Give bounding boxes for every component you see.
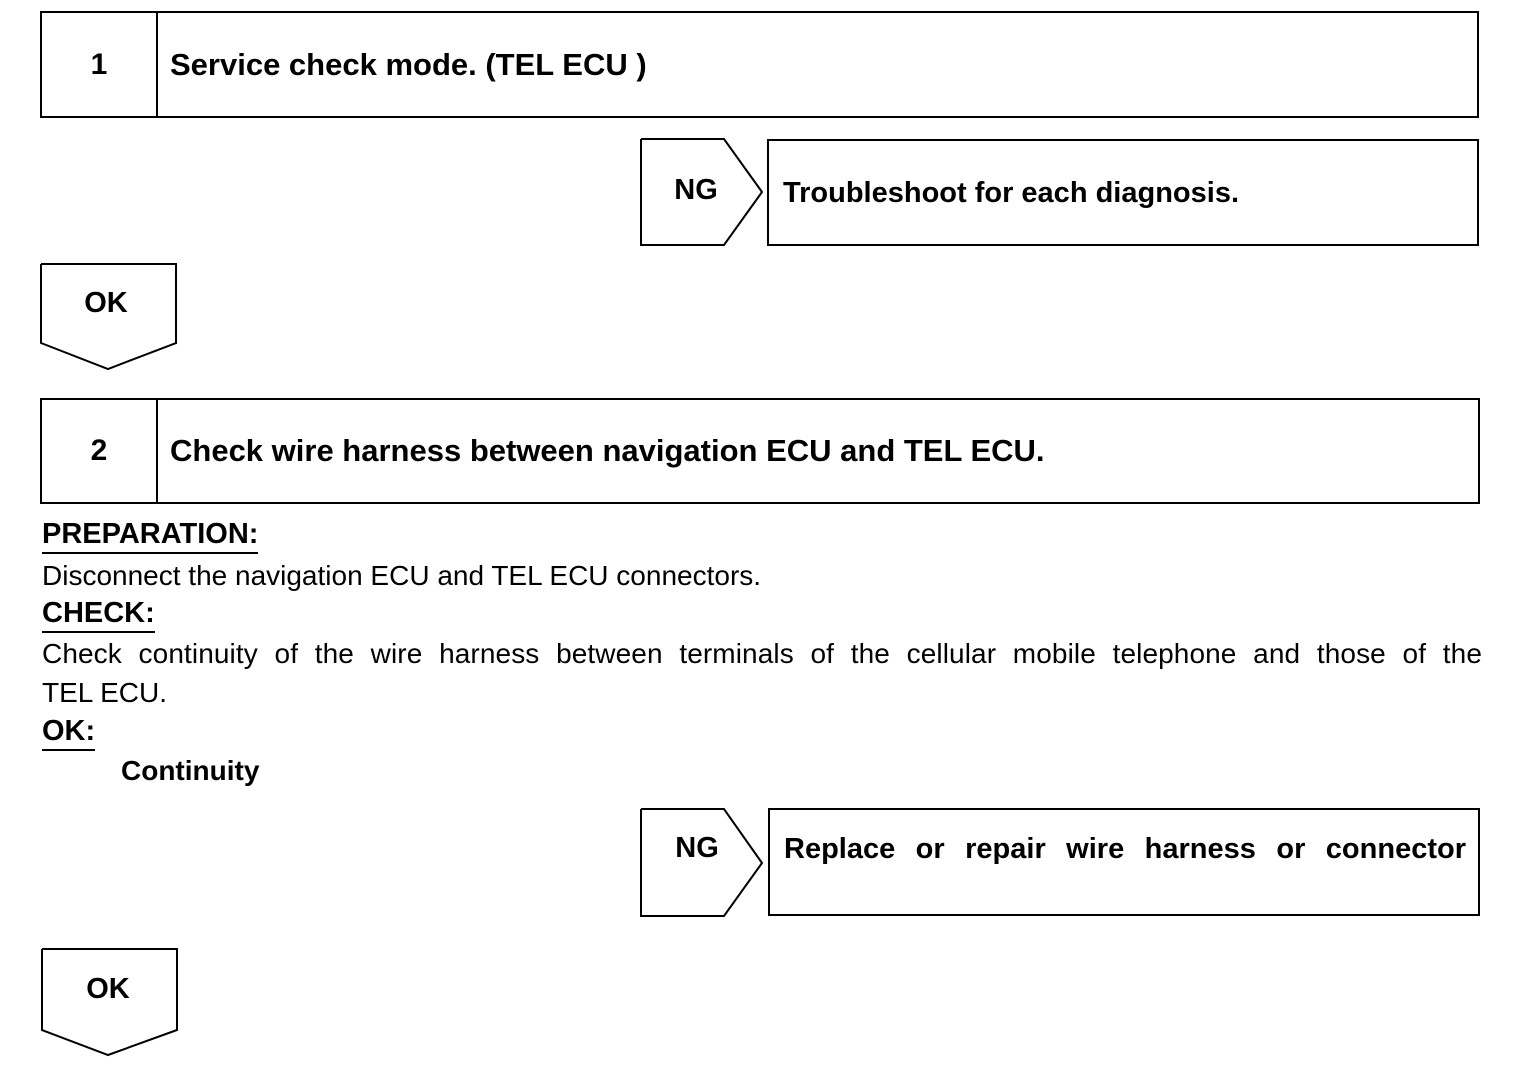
step-1-box [40,11,1479,118]
step-2-number: 2 [42,400,158,502]
check-text-line-2: TEL ECU. [42,677,167,708]
check-heading: CHECK: [42,596,155,633]
preparation-heading: PREPARATION: [42,517,258,554]
step-1-ng-action-text: Troubleshoot for each diagnosis. [783,177,1239,209]
step-2-title: Check wire harness between navigation ECU and TEL ECU. [170,433,1045,468]
step-2-ok-label: OK [86,973,130,1005]
preparation-text: Disconnect the navigation ECU and TEL ECU connectors. [42,560,762,591]
check-text-line-1: Check continuity of the wire harness between terminals of the cellular mobile telephone and those of the [42,638,1482,669]
step-2-box [40,398,1480,504]
step-1-ng-label: NG [674,174,718,206]
step-1-title: Service check mode. (TEL ECU ) [170,46,647,82]
step-1-ok-label: OK [84,287,128,319]
step-2-ng-label: NG [675,832,719,864]
step-1-ng-action-box [767,139,1479,246]
step-2-ng-action-box [768,808,1480,916]
step-2-ng-action-text: Replace or repair wire harness or connector [784,833,1466,865]
ok-spec-heading: OK: [42,714,95,751]
ok-spec-value: Continuity [121,755,260,786]
step-1-number: 1 [42,13,158,116]
